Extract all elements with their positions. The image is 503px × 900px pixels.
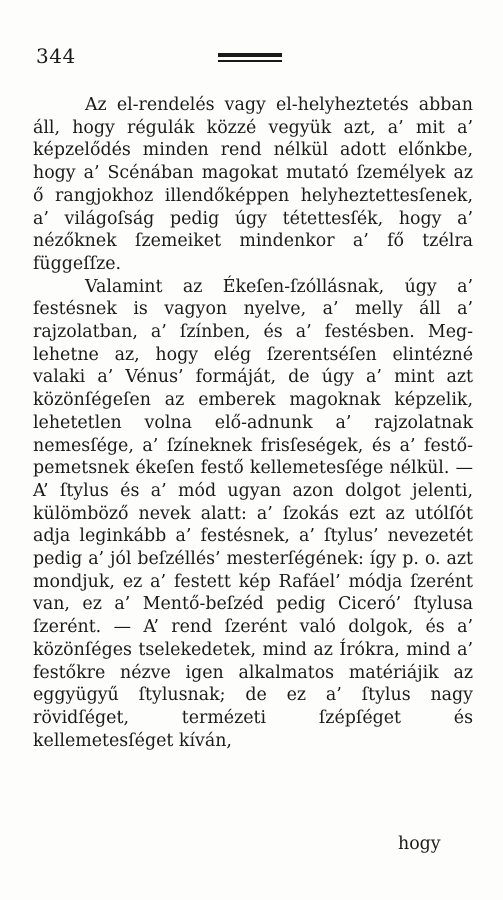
paragraph: Az el-rendelés vagy el-helyheztetés abban áll, hogy régulák közzé vegyük azt, a’ mit a’ képzelődés minden rend nélkül adott előnkbe, hogy a’ Scénában magokat mutató ſzemélyek az ő rangjokhoz illendőképpen helyheztettesſenek, a’ világoſság pedig úgy tétettesſék, hogy a’ nézőknek ſzemeiket mindenkor a’ fő tzélra függeſſze. [33,95,473,274]
body-text [33,94,473,752]
header-rule [218,53,282,57]
paragraph: Valamint az Ékeſen-ſzóllásnak, úgy a’ festésnek is vagyon nyelve, a’ melly áll a’ rajzolatban, a’ ſzínben, és a’ festésben. Meg-lehetne az, hogy elég ſzerentséſen elintézné valaki a’ Vénus’ formáját, de úgy a’ mint azt közönſégeſen az emberek magoknak képzelik, lehetetlen volna elő-adnunk a’ rajzolatnak nemesſége, a’ ſzíneknek frisſeségek, és a’ festő-pemetsnek ékeſen festő kellemetesſége nélkül. — A’ ſtylus és a’ mód ugyan azon dolgot jelenti, külömböző nevek alatt: a’ ſzokás ezt az utólſót adja leginkább a’ festésnek, a’ ſtylus’ nevezetét pedig a’ jól beſzéllés’ mesterſégének: így p. o. azt mondjuk, ez a’ festett kép Rafáel’ módja ſzerént van, ez a’ Mentő-beſzéd pedig Ciceró’ ſtylusa ſzerént. — A’ rend ſzerént való dolgok, és a’ közönſéges tselekedetek, mind az Írókra, mind a’ festőkre nézve igen alkalmatos matériájik az eggyügyű ſtylusnak; de ez a’ ſtylus nagy rövidſéget, termézeti ſzépſéget és kellemetesſéget kíván, [33,276,473,751]
header-rule-thin [218,60,282,62]
page-number: 344 [36,44,76,68]
catchword: hogy [398,834,441,854]
